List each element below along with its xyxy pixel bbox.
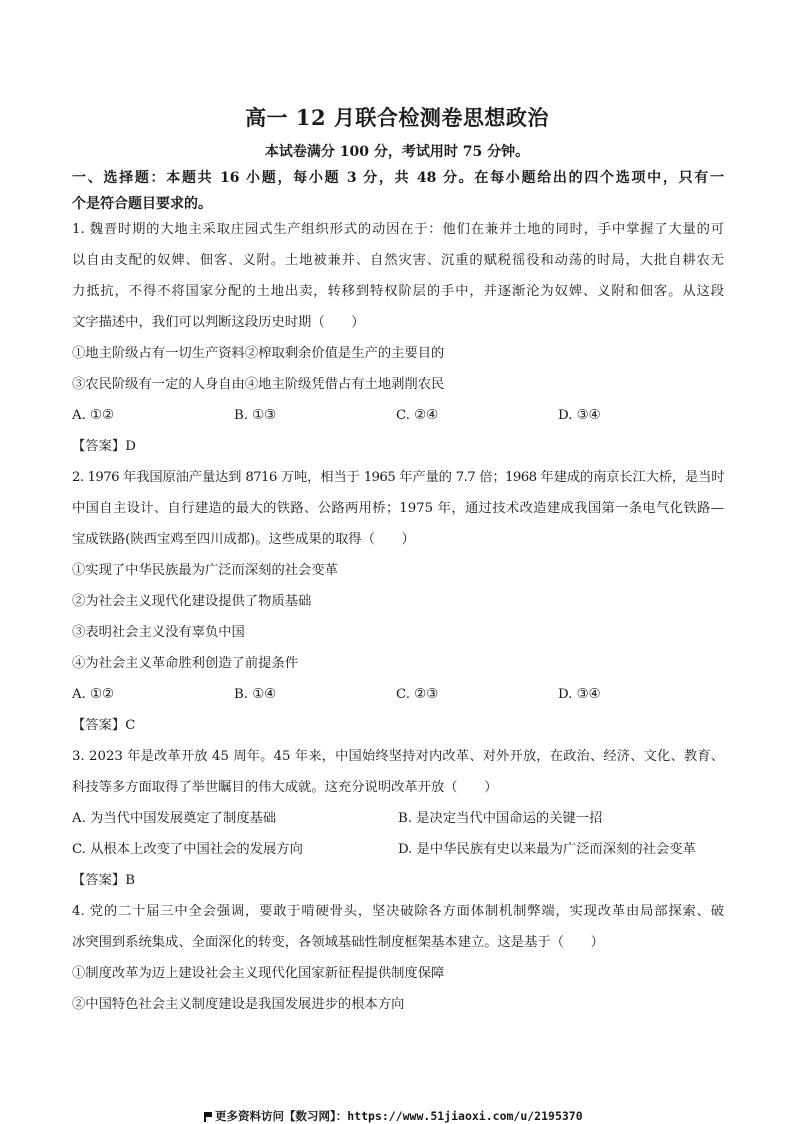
answer-tag: 【答案】 [72, 439, 126, 454]
option-b: B. ①④ [234, 687, 277, 702]
answer-options [72, 803, 724, 834]
statement-item: ④为社会主义革命胜利创造了前提条件 [72, 656, 299, 671]
page-title: 高一 12 月联合检测卷思想政治 [245, 105, 549, 130]
option-d: D. ③④ [558, 687, 601, 702]
statement-item: ②中国特色社会主义制度建设是我国发展进步的根本方向 [72, 997, 405, 1012]
question-list [72, 214, 724, 1020]
flag-icon [204, 1112, 212, 1121]
option-c: C. ②④ [396, 408, 438, 423]
option-b: B. ①③ [234, 408, 277, 423]
answer-line [72, 710, 724, 741]
option-d: D. ③④ [558, 408, 601, 423]
footer-text[interactable]: 更多资料访问【数习网】：https://www.51jiaoxi.com/u/2195370 [215, 1109, 583, 1123]
answer-line [72, 431, 724, 462]
section-heading-line-1: 一、选择题：本题共 16 小题，每小题 3 分，共 48 分。在每小题给出的四个选项中，只有一 [72, 170, 724, 186]
section-heading-line-2: 个是符合题目要求的。 [72, 196, 212, 212]
question-2 [72, 462, 724, 741]
statement-item: ③农民阶级有一定的人身自由④地主阶级凭借占有土地剥削农民 [72, 377, 445, 392]
answer-value: C [125, 718, 136, 733]
question-4 [72, 896, 724, 1020]
question-stem-line: 中国自主设计、自行建造的最大的铁路、公路两用桥；1975 年，通过技术改造建成我国第一条电气化铁路— [72, 501, 724, 516]
question-stem-line: 1. 魏晋时期的大地主采取庄园式生产组织形式的动因在于：他们在兼并土地的同时，手中掌握了大量的可 [72, 222, 724, 237]
answer-tag: 【答案】 [72, 873, 126, 888]
option-b: B. 是决定当代中国命运的关键一招 [398, 811, 603, 826]
option-a: A. ①② [72, 408, 114, 423]
statement-item: ①地主阶级占有一切生产资料②榨取剩余价值是生产的主要目的 [72, 346, 445, 361]
option-a: A. 为当代中国发展奠定了制度基础 [72, 811, 277, 826]
option-c: C. ②③ [396, 687, 438, 702]
statement-item: ②为社会主义现代化建设提供了物质基础 [72, 594, 312, 609]
answer-options [72, 834, 724, 865]
answer-value: B [125, 873, 135, 888]
question-stem-line: 力抵抗，不得不将国家分配的土地出卖，转移到特权阶层的手中，并逐渐沦为奴婢、义附和佃客。从这段 [72, 284, 724, 299]
question-stem-line: 文字描述中，我们可以判断这段历史时期（ ） [72, 315, 365, 330]
footer-link[interactable] [204, 1108, 583, 1124]
question-stem-line: 3. 2023 年是改革开放 45 周年。45 年来，中国始终坚持对内改革、对外开放，在政治、经济、文化、教育、 [72, 749, 724, 764]
question-1 [72, 214, 724, 462]
answer-options [72, 679, 724, 710]
question-stem-line: 2. 1976 年我国原油产量达到 8716 万吨，相当于 1965 年产量的 7.7 倍；1968 年建成的南京长江大桥，是当时 [72, 470, 724, 485]
question-stem-line: 以自由支配的奴婢、佃客、义附。土地被兼并、自然灾害、沉重的赋税徭役和动荡的时局，大批自耕农无 [72, 253, 724, 268]
exam-subtitle: 本试卷满分 100 分，考试用时 75 分钟。 [264, 144, 530, 160]
question-3 [72, 741, 724, 896]
answer-tag: 【答案】 [72, 718, 126, 733]
option-a: A. ①② [72, 687, 114, 702]
question-stem-line: 科技等多方面取得了举世瞩目的伟大成就。这充分说明改革开放（ ） [72, 780, 498, 795]
answer-value: D [125, 439, 136, 454]
question-stem-line: 冰突围到系统集成、全面深化的转变，各领域基础性制度框架基本建立。这是基于（ ） [72, 935, 604, 950]
statement-item: ③表明社会主义没有辜负中国 [72, 625, 245, 640]
section-heading [72, 165, 724, 217]
statement-item: ①实现了中华民族最为广泛而深刻的社会变革 [72, 563, 338, 578]
statement-item: ①制度改革为迈上建设社会主义现代化国家新征程提供制度保障 [72, 966, 445, 981]
option-d: D. 是中华民族有史以来最为广泛而深刻的社会变革 [398, 842, 696, 857]
option-c: C. 从根本上改变了中国社会的发展方向 [72, 842, 303, 857]
answer-line [72, 865, 724, 896]
question-stem-line: 4. 党的二十届三中全会强调，要敢于啃硬骨头，坚决破除各方面体制机制弊端，实现改革由局部探索、破 [72, 904, 724, 919]
answer-options [72, 400, 724, 431]
question-stem-line: 宝成铁路(陕西宝鸡至四川成都)。这些成果的取得（ ） [72, 532, 415, 547]
